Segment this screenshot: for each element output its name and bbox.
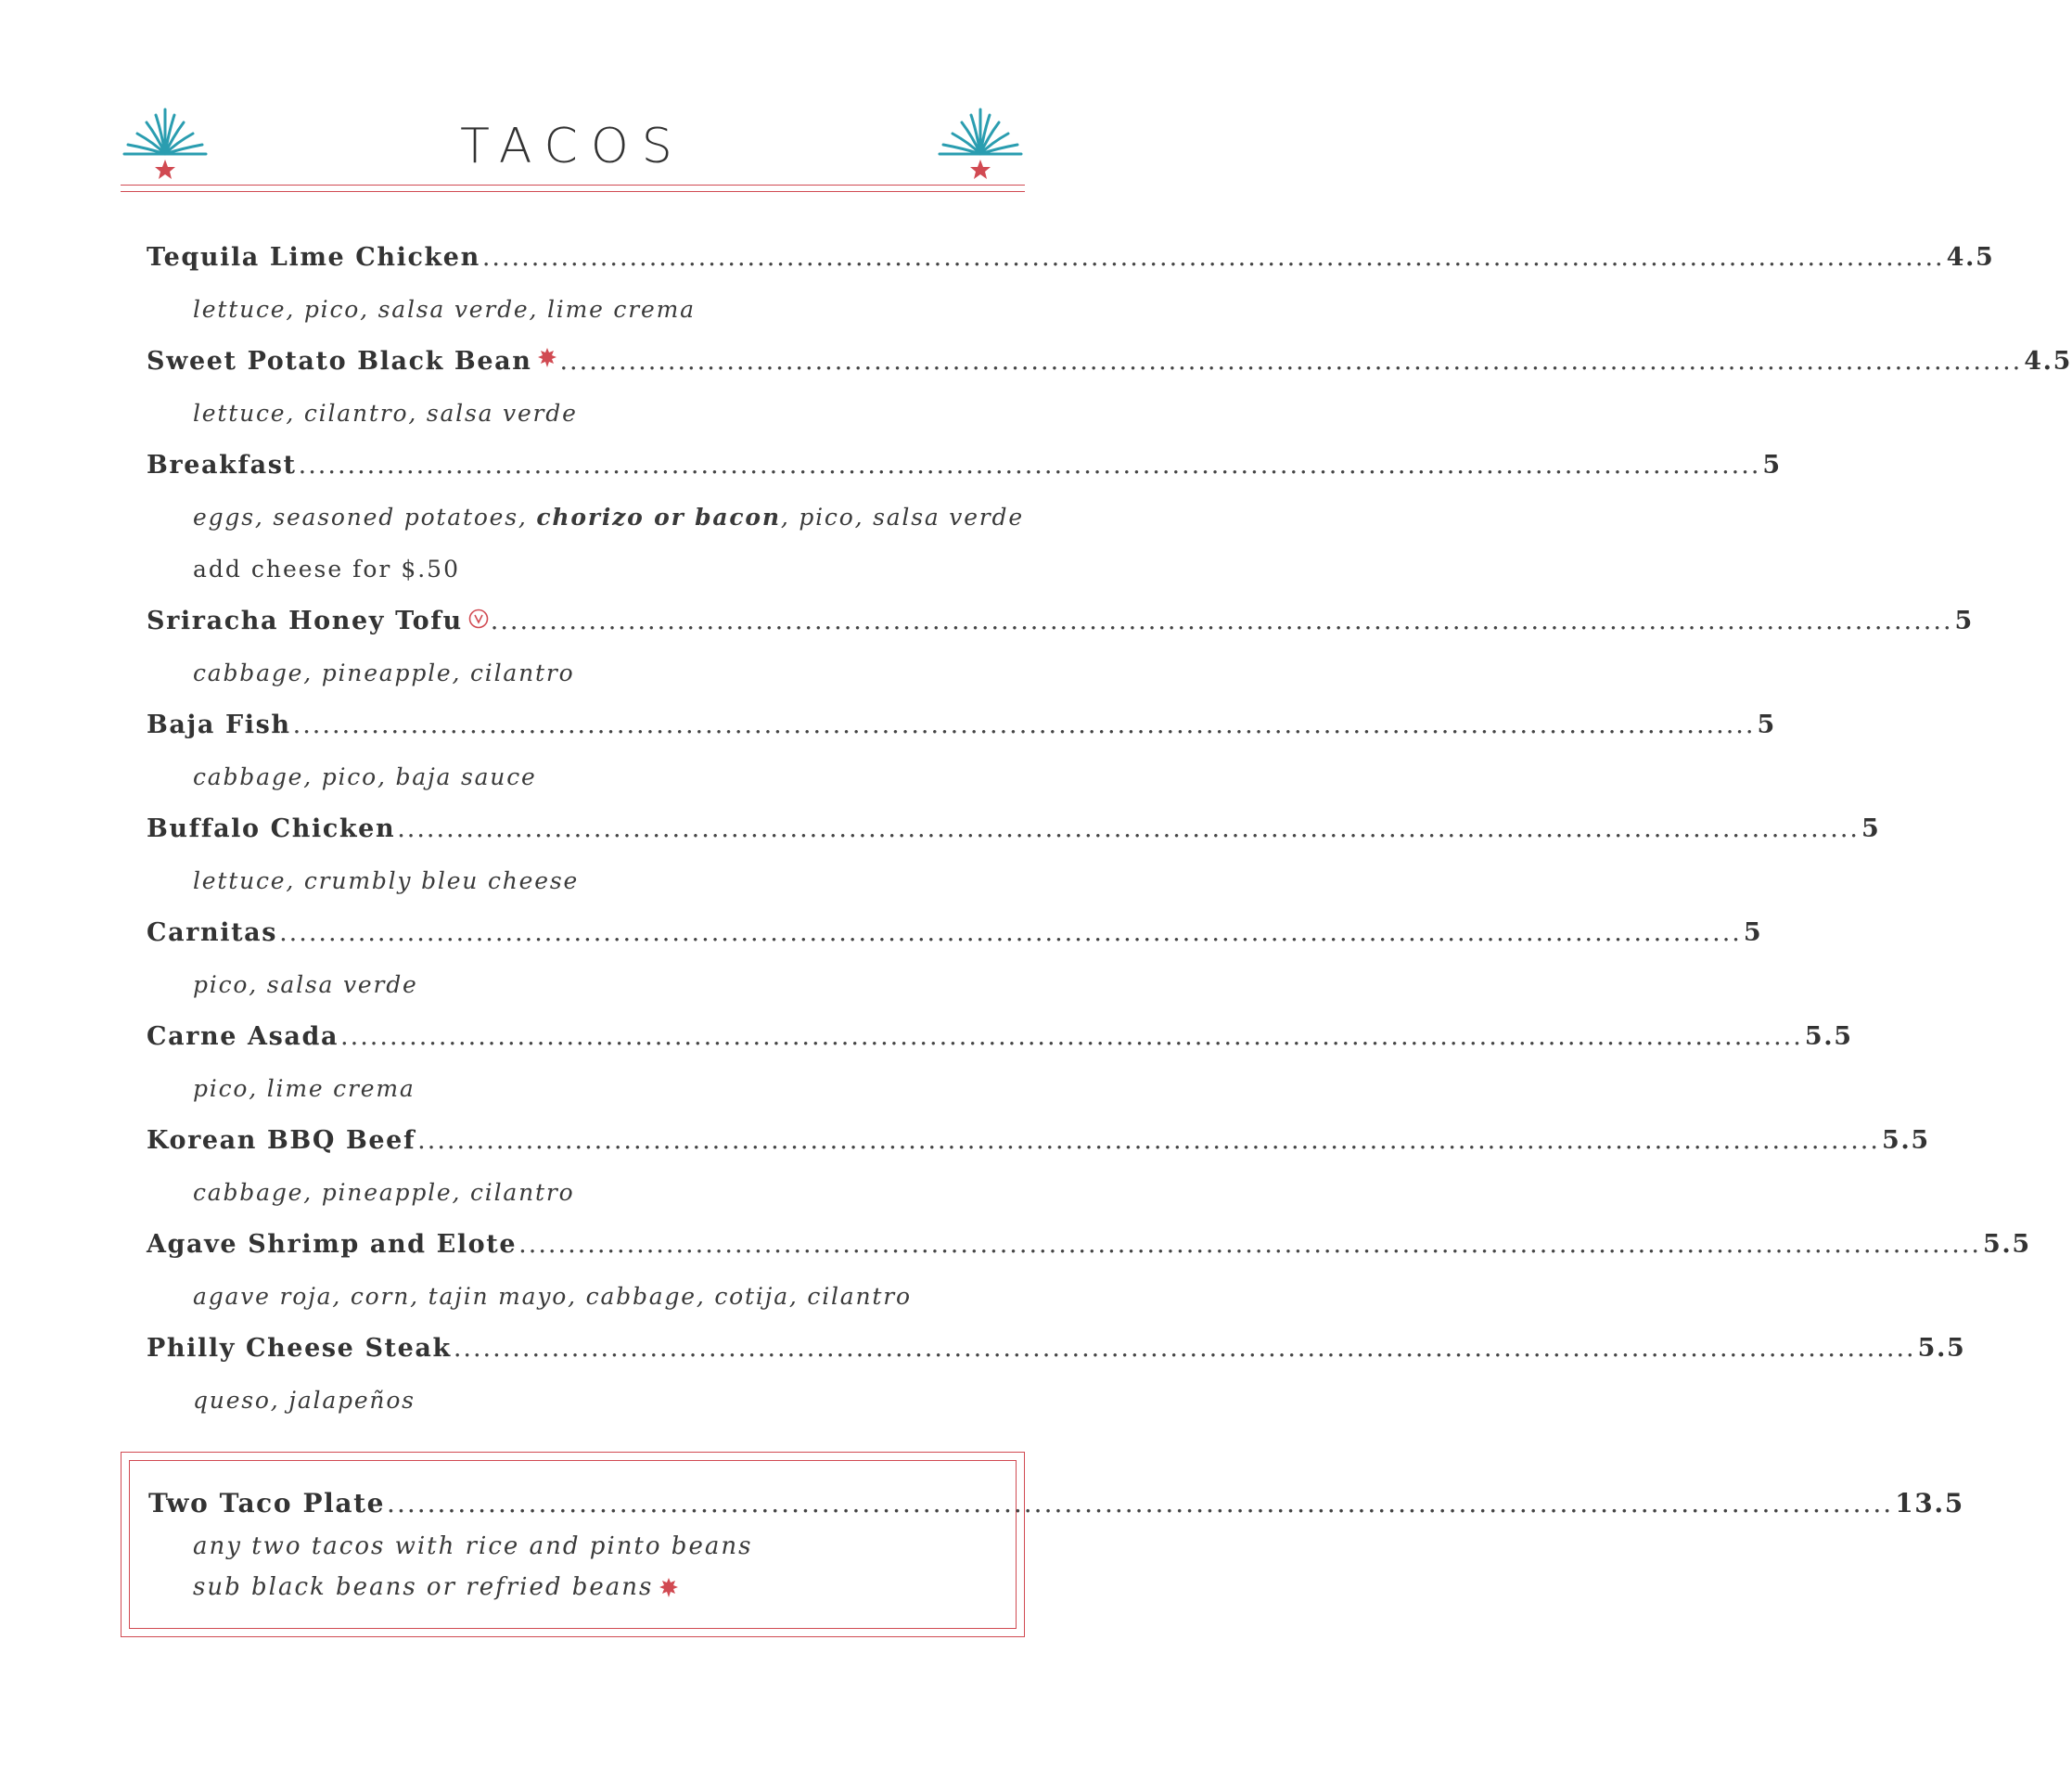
item-price: 5.5 (1804, 1022, 1853, 1051)
menu-item (147, 1011, 1853, 1115)
item-description: pico, salsa verde (193, 971, 418, 998)
item-description: lettuce, crumbly bleu cheese (193, 867, 580, 894)
item-name: Tequila Lime Chicken (147, 243, 480, 272)
dot-leader: ..................................................................................................................................................... (481, 243, 1945, 272)
item-name: Buffalo Chicken (147, 814, 396, 843)
dot-leader: ..................................................................................................................................................... (387, 1488, 1894, 1518)
plate-name: Two Taco Plate (148, 1488, 386, 1518)
item-description: cabbage, pico, baja sauce (193, 763, 537, 790)
item-description: pico, lime crema (193, 1075, 416, 1102)
menu-item (147, 1323, 1966, 1427)
item-name: Philly Cheese Steak (147, 1334, 452, 1363)
dot-leader: ..................................................................................................................................................... (298, 451, 1761, 480)
plate-sub-text: sub black beans or refried beans (193, 1573, 654, 1601)
item-price: 5.5 (1881, 1126, 1930, 1155)
item-price: 5 (1743, 918, 1763, 947)
item-name: Carne Asada (147, 1022, 339, 1051)
dot-leader: ..................................................................................................................................................... (490, 607, 1953, 635)
dot-leader: ..................................................................................................................................................... (340, 1022, 1803, 1051)
item-description: cabbage, pineapple, cilantro (193, 1179, 575, 1206)
dot-leader: ..................................................................................................................................................... (453, 1334, 1916, 1363)
item-price: 5 (1762, 451, 1782, 480)
item-name: Agave Shrimp and Elote (147, 1230, 518, 1259)
plate-price: 13.5 (1895, 1488, 1964, 1518)
desc-text: , pico, salsa verde (780, 504, 1024, 531)
menu-item (147, 699, 1776, 803)
item-description: queso, jalapeños (193, 1387, 416, 1414)
item-name: Sweet Potato Black Bean (147, 347, 532, 376)
item-price: 4.5 (2024, 347, 2072, 376)
dot-leader: ..................................................................................................................................................... (292, 711, 1756, 739)
item-description: lettuce, pico, salsa verde, lime crema (193, 296, 696, 323)
plate-description: any two tacos with rice and pinto beans (193, 1532, 753, 1560)
vegan-icon (468, 609, 489, 629)
item-name: Breakfast (147, 451, 297, 480)
plate-item (148, 1481, 1964, 1608)
item-price: 5 (1757, 711, 1776, 739)
menu-item (147, 336, 2072, 440)
header-rule (121, 185, 1025, 186)
header-rule (121, 191, 1025, 192)
page-title: TACOS (460, 119, 685, 174)
plate-description (148, 1567, 997, 1608)
menu-item (147, 596, 1974, 699)
item-note: add cheese for $.50 (193, 556, 460, 583)
menu-item (147, 1115, 1930, 1219)
item-description: agave roja, corn, tajin mayo, cabbage, cotija, cilantro (193, 1283, 912, 1310)
item-description (147, 492, 1024, 544)
leaf-icon (537, 347, 557, 369)
dot-leader: ..................................................................................................................................................... (417, 1126, 1880, 1155)
item-name: Baja Fish (147, 711, 291, 739)
dot-leader: ..................................................................................................................................................... (397, 814, 1860, 843)
item-name: Korean BBQ Beef (147, 1126, 416, 1155)
menu-item (147, 440, 1782, 596)
item-price: 5.5 (1982, 1230, 2031, 1259)
plate-box-inner-border (129, 1460, 1964, 1629)
desc-text: eggs, seasoned potatoes, (193, 504, 537, 531)
menu-header (121, 93, 1025, 199)
agave-star-icon (936, 96, 1025, 186)
item-price: 4.5 (1946, 243, 1995, 272)
menu-item (147, 232, 1995, 336)
dot-leader: ..................................................................................................................................................... (279, 918, 1742, 947)
menu-item (147, 803, 1881, 907)
dot-leader: ..................................................................................................................................................... (559, 347, 2023, 376)
item-description: lettuce, cilantro, salsa verde (193, 400, 578, 427)
item-price: 5.5 (1917, 1334, 1966, 1363)
dot-leader: ..................................................................................................................................................... (518, 1230, 1981, 1259)
item-price: 5 (1954, 607, 1974, 635)
menu-item (147, 907, 1763, 1011)
taco-menu-list (147, 232, 2072, 1427)
item-name: Carnitas (147, 918, 278, 947)
desc-bold-text: chorizo or bacon (536, 504, 781, 531)
menu-item (147, 1219, 2031, 1323)
item-price: 5 (1861, 814, 1881, 843)
plate-box (121, 1452, 1964, 1637)
item-description: cabbage, pineapple, cilantro (193, 660, 575, 686)
item-name: Sriracha Honey Tofu (147, 607, 463, 635)
leaf-icon (659, 1577, 679, 1599)
